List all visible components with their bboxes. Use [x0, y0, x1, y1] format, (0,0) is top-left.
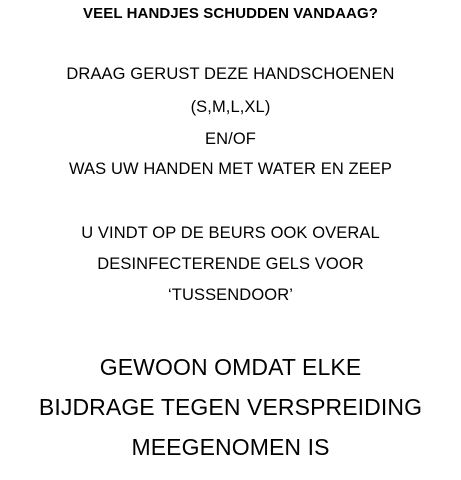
- gels-line: DESINFECTERENDE GELS VOOR: [97, 255, 364, 273]
- gloves-line: DRAAG GERUST DEZE HANDSCHOENEN: [66, 65, 395, 83]
- wash-hands-line: WAS UW HANDEN MET WATER EN ZEEP: [68, 160, 393, 178]
- notice-title: VEEL HANDJES SCHUDDEN VANDAAG?: [83, 5, 378, 22]
- and-or-line: EN/OF: [205, 130, 256, 148]
- closing-line: BIJDRAGE TEGEN VERSPREIDING: [38, 394, 423, 420]
- gels-line: U VINDT OP DE BEURS OOK OVERAL: [81, 224, 380, 242]
- closing-line: MEEGENOMEN IS: [131, 434, 330, 460]
- closing-line: GEWOON OMDAT ELKE: [99, 354, 362, 380]
- glove-sizes-line: (S,M,L,XL): [190, 98, 271, 116]
- gels-line: ‘TUSSENDOOR’: [168, 286, 293, 304]
